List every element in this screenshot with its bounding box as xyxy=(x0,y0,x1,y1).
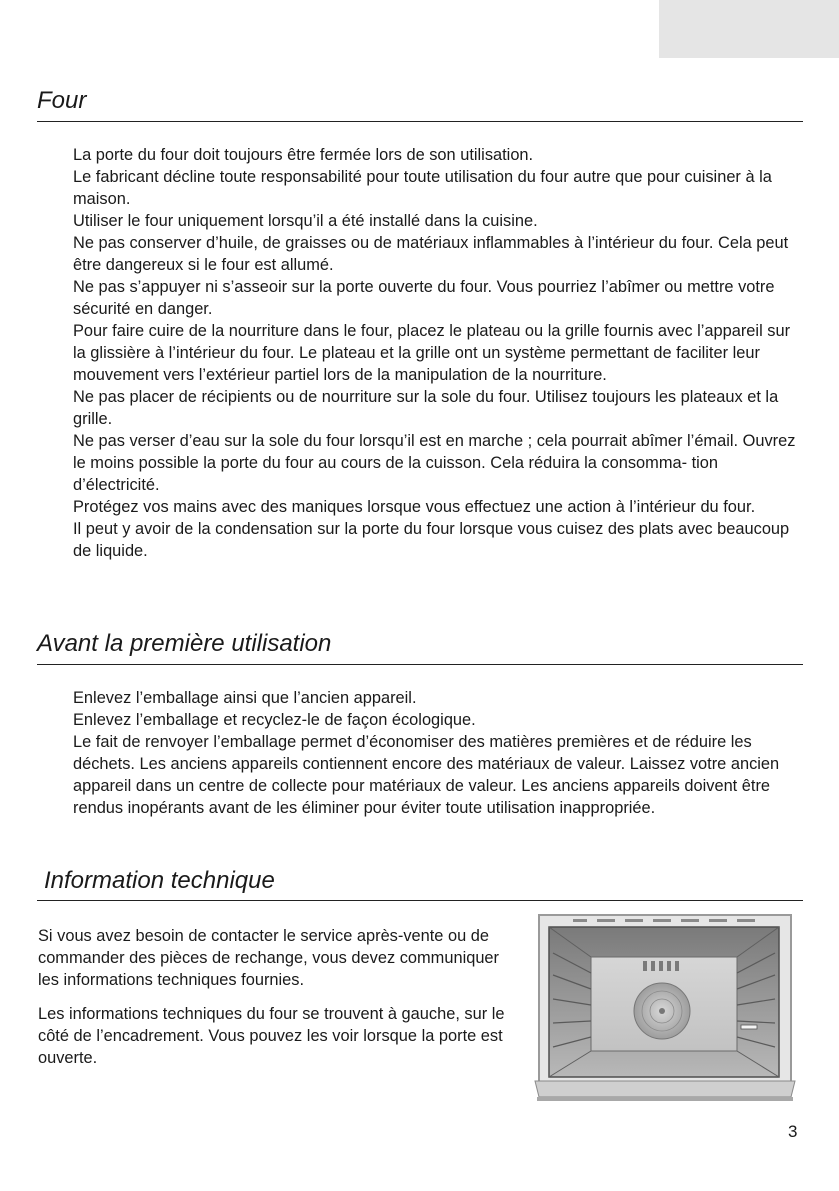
section-title-tech-info: Information technique xyxy=(44,867,275,894)
oven-interior-icon xyxy=(533,913,799,1103)
section-title-first-use: Avant la première utilisation xyxy=(37,630,332,657)
paragraph: Le fabricant décline toute responsabilité pour toute utilisation du four autre que pour cuisiner à la maison. xyxy=(73,168,772,208)
paragraph: Protégez vos mains avec des maniques lorsque vous effectuez une action à l’intérieur du four. xyxy=(73,498,756,516)
first-use-paragraphs xyxy=(73,687,803,819)
paragraph: Ne pas verser d’eau sur la sole du four lorsqu’il est en marche ; cela pourrait abîmer l’émail. Ouvrez le moins possible la porte du four au cours de la cuisson. Cela réduira la consomma- tion d’électricité. xyxy=(73,432,796,494)
page-number: 3 xyxy=(788,1122,798,1141)
paragraph: Il peut y avoir de la condensation sur la porte du four lorsque vous cuisez des plats avec beaucoup de liquide. xyxy=(73,520,790,560)
paragraph: Enlevez l’emballage et recyclez-le de façon écologique. xyxy=(73,711,476,729)
paragraph: Utiliser le four uniquement lorsqu’il a été installé dans la cuisine. xyxy=(73,212,538,230)
section-divider xyxy=(37,900,803,901)
paragraph: Ne pas conserver d’huile, de graisses ou de matériaux inflammables à l’intérieur du four. Cela peut être dangereux si le four est allumé. xyxy=(73,234,789,274)
corner-tab xyxy=(659,0,839,58)
paragraph: Pour faire cuire de la nourriture dans le four, placez le plateau ou la grille fournis avec l’appareil sur la glissière à l’intérieur du four. Le plateau et la grille ont un système permettant de faciliter leur mouvement vers l’extérieur partiel lors de la manipulation de la nourriture. xyxy=(73,322,791,384)
paragraph: Enlevez l’emballage ainsi que l’ancien appareil. xyxy=(73,689,417,707)
paragraph: Les informations techniques du four se trouvent à gauche, sur le côté de l’encadrement. Vous pouvez les voir lorsque la porte est ouverte. xyxy=(38,1005,505,1067)
section-title-four: Four xyxy=(37,87,87,114)
paragraph: La porte du four doit toujours être fermée lors de son utilisation. xyxy=(73,146,534,164)
paragraph: Ne pas s’appuyer ni s’asseoir sur la porte ouverte du four. Vous pourriez l’abîmer ou mettre votre sécurité en danger. xyxy=(73,278,775,318)
paragraph: Si vous avez besoin de contacter le service après-vente ou de commander des pièces de rechange, vous devez communiquer les informations techniques fournies. xyxy=(38,927,500,989)
section-divider xyxy=(37,121,803,122)
four-paragraphs xyxy=(73,144,803,562)
paragraph: Le fait de renvoyer l’emballage permet d’économiser des matières premières et de réduire les déchets. Les anciens appareils contiennent encore des matériaux de valeur. Laissez votre ancien appareil dans un centre de collecte pour matériaux de valeur. Les anciens appareils doivent être rendus inopérants avant de les éliminer pour éviter toute utilisation inappropriée. xyxy=(73,733,780,817)
paragraph: Ne pas placer de récipients ou de nourriture sur la sole du four. Utilisez toujours les plateaux et la grille. xyxy=(73,388,779,428)
section-divider xyxy=(37,664,803,665)
tech-info-text xyxy=(38,925,516,1069)
